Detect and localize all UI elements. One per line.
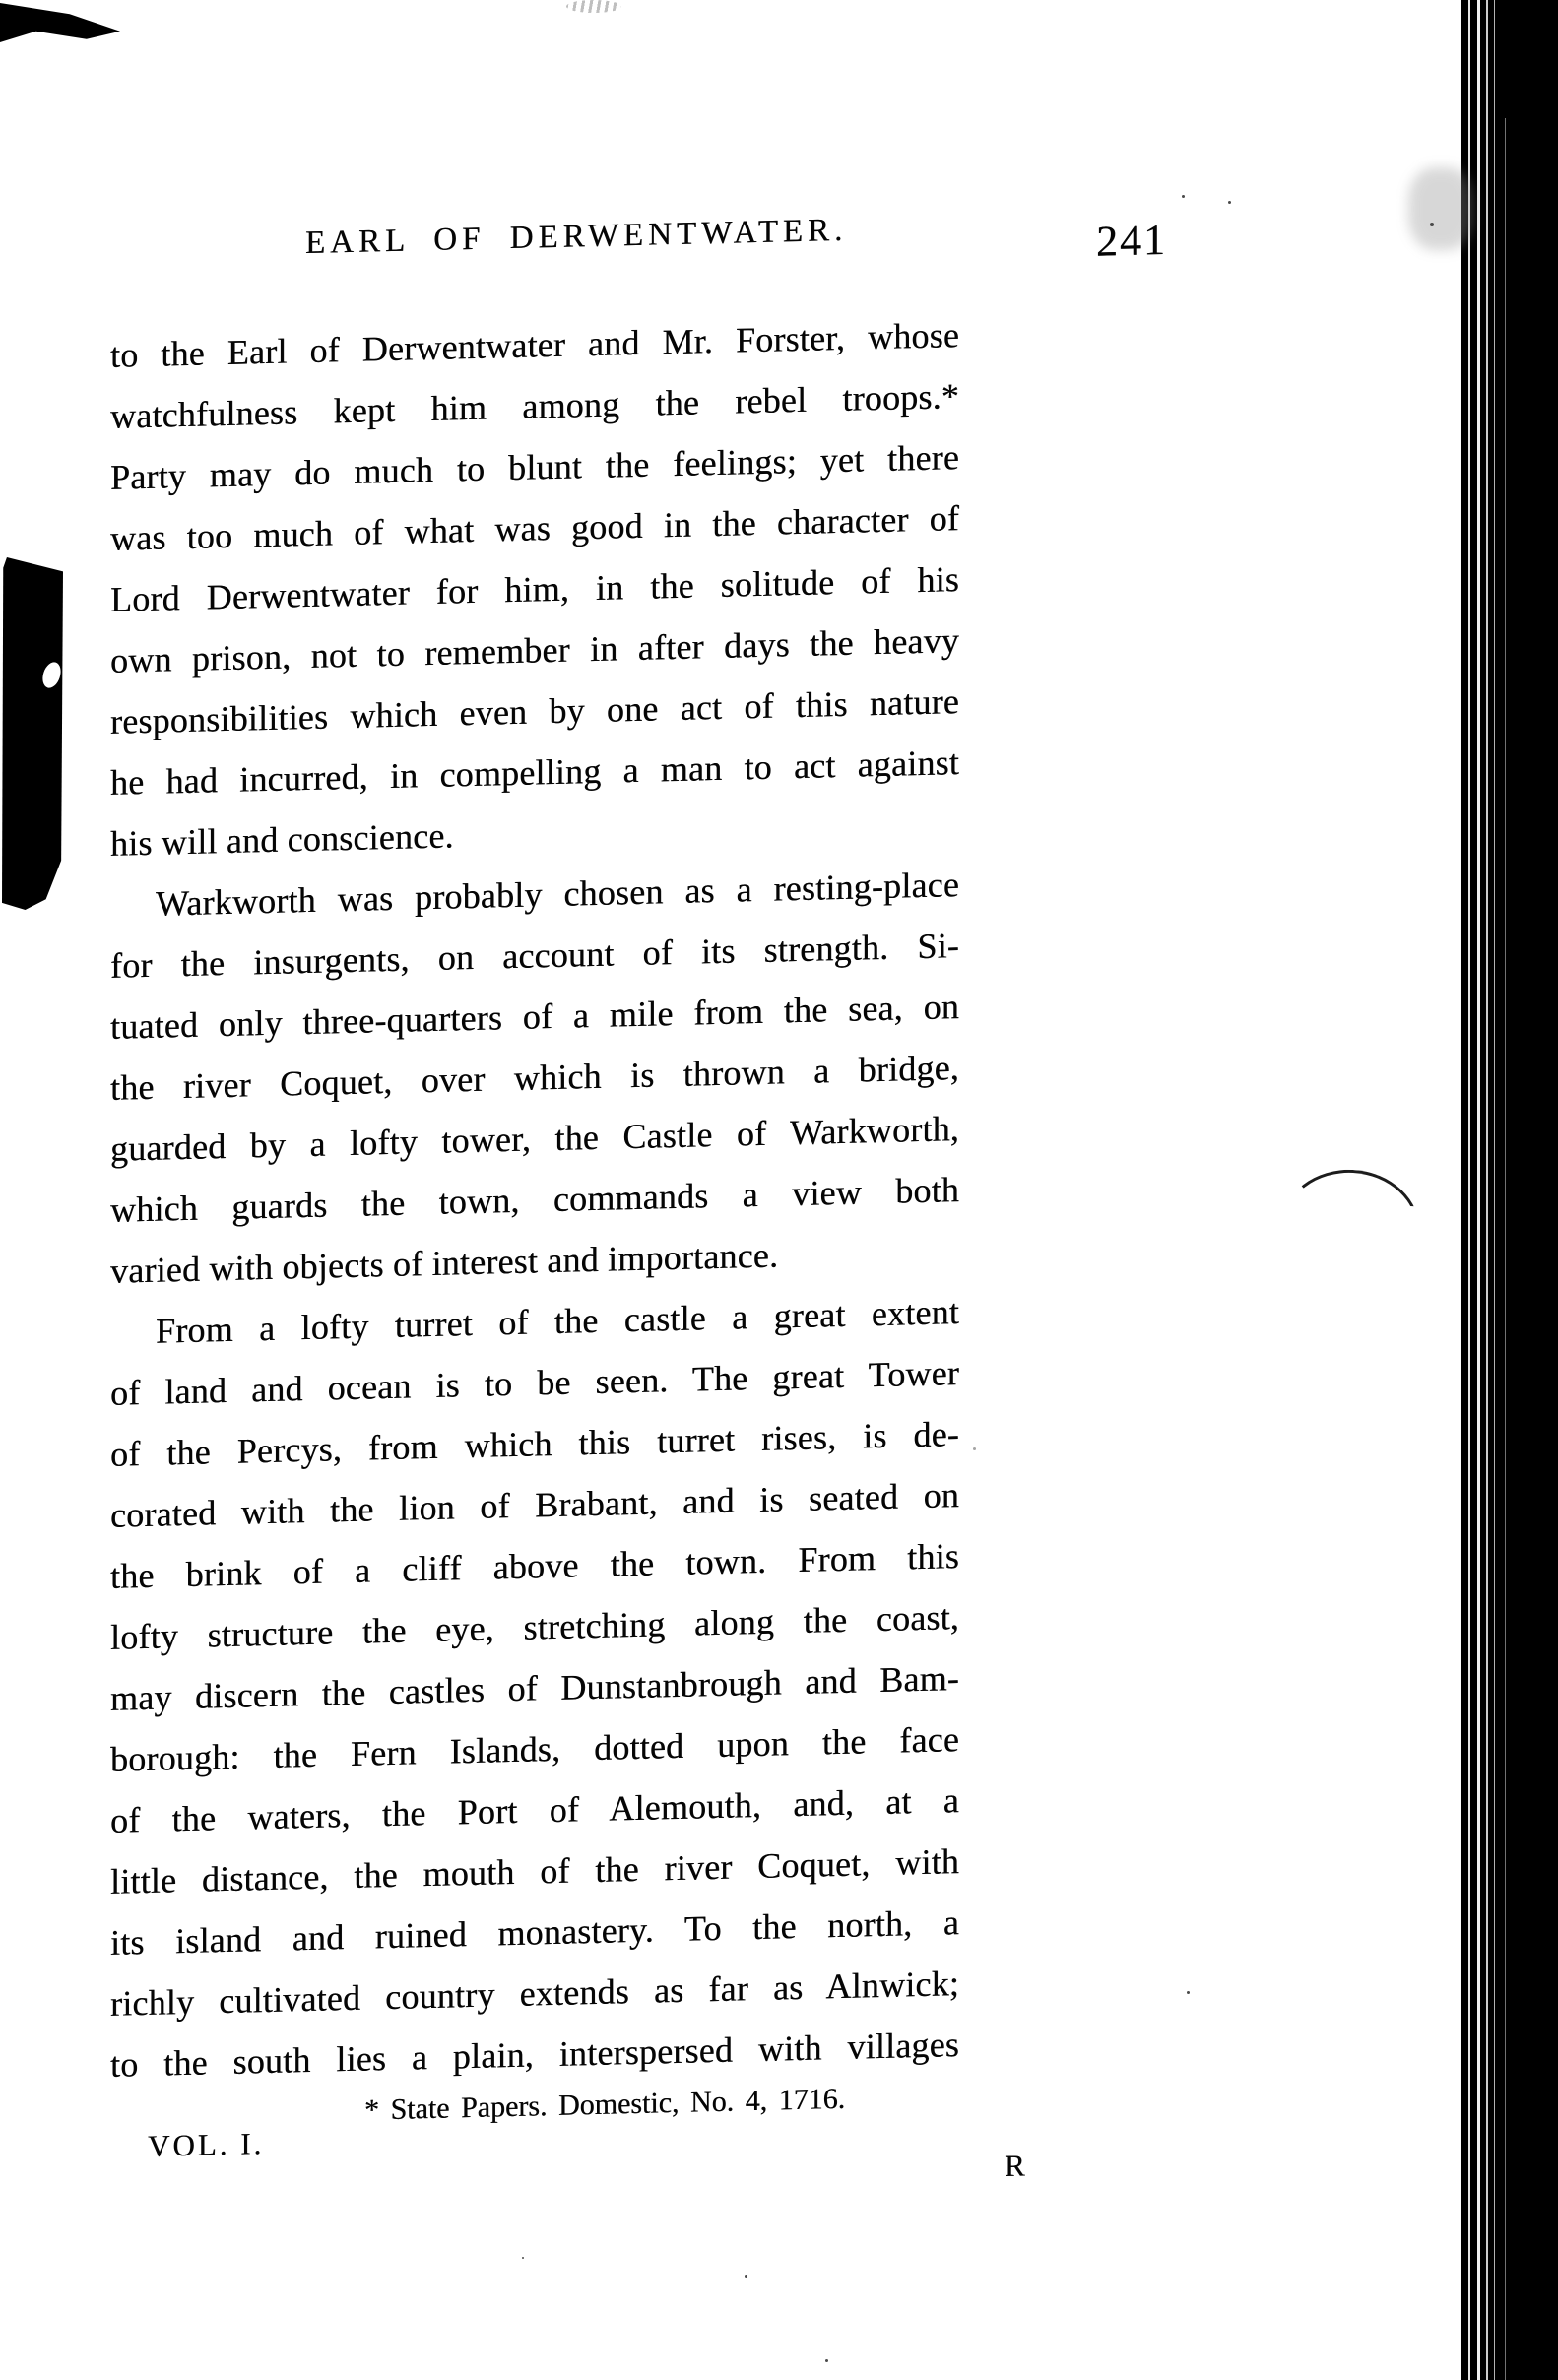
scan-smudge xyxy=(566,0,621,13)
text-line: Party may do much to blunt the feelings; yet there xyxy=(110,437,959,497)
text-line: watchfulness kept him among the rebel troops.* xyxy=(110,376,959,436)
text-line: lofty structure the eye, stretching along the coast, xyxy=(110,1597,959,1657)
text-line: responsibilities which even by one act of this nature xyxy=(110,681,959,741)
text-line: his will and conscience. xyxy=(110,815,454,864)
scan-speck xyxy=(1182,195,1185,198)
text-line: varied with objects of interest and importance. xyxy=(110,1235,779,1291)
text-line: to the Earl of Derwentwater and Mr. Forster, whose xyxy=(110,315,959,375)
signature-mark: R xyxy=(1005,2148,1025,2183)
paragraph xyxy=(110,304,959,874)
scan-ink-blotch xyxy=(2,557,63,910)
text-line: its island and ruined monastery. To the north, a xyxy=(110,1902,959,1962)
text-line: of land and ocean is to be seen. The great Tower xyxy=(110,1353,959,1413)
page-number: 241 xyxy=(1096,215,1167,266)
text-line: which guards the town, commands a view both xyxy=(110,1170,959,1230)
text-line: corated with the lion of Brabant, and is seated on xyxy=(110,1475,959,1535)
scan-speck xyxy=(1228,201,1231,204)
paragraph xyxy=(110,1281,959,2095)
text-line: was too much of what was good in the character of xyxy=(110,498,959,558)
page-edge-streak xyxy=(1477,0,1480,2380)
book-edge-shadow xyxy=(1461,0,1558,2380)
text-line: tuated only three-quarters of a mile from the sea, on xyxy=(110,987,959,1047)
text-line: little distance, the mouth of the river Coquet, with xyxy=(110,1841,959,1901)
scan-ink-blotch-hole xyxy=(39,660,64,690)
scan-speck xyxy=(1430,223,1434,226)
text-line: may discern the castles of Dunstanbrough and Bam- xyxy=(110,1658,959,1718)
page-edge-streak xyxy=(1494,0,1495,2380)
text-line: From a lofty turret of the castle a great extent xyxy=(156,1292,959,1351)
body-text xyxy=(110,304,959,2095)
volume-label: VOL. I. xyxy=(148,2126,265,2163)
text-line: Lord Derwentwater for him, in the solitude of his xyxy=(110,559,959,619)
scan-speck xyxy=(825,2359,828,2362)
text-line: the river Coquet, over which is thrown a bridge, xyxy=(110,1048,959,1108)
text-line: richly cultivated country extends as far as Alnwick; xyxy=(110,1963,959,2024)
page-edge-streak xyxy=(1468,0,1470,2380)
text-line: for the insurgents, on account of its strength. Si- xyxy=(110,926,959,986)
text-block xyxy=(103,210,1216,2324)
paragraph xyxy=(110,854,959,1302)
scan-corner-mark xyxy=(0,3,120,42)
text-line: he had incurred, in compelling a man to act against xyxy=(110,742,959,803)
scan-arc-mark xyxy=(1281,1166,1423,1232)
page-edge-streak xyxy=(1486,0,1488,2380)
text-line: the brink of a cliff above the town. From this xyxy=(110,1536,959,1596)
text-line: of the waters, the Port of Alemouth, and, at a xyxy=(110,1780,959,1840)
text-line: guarded by a lofty tower, the Castle of Warkworth, xyxy=(110,1109,959,1169)
scan-shade-mark xyxy=(1408,167,1473,250)
running-title: EARL OF DERWENTWATER. xyxy=(305,212,848,262)
text-line: to the south lies a plain, interspersed with villages xyxy=(110,2025,959,2085)
footnote: * State Papers. Domestic, No. 4, 1716. xyxy=(364,2082,846,2127)
text-line: borough: the Fern Islands, dotted upon the face xyxy=(110,1719,959,1779)
page-edge-streak xyxy=(1505,118,1506,2380)
text-line: own prison, not to remember in after days the heavy xyxy=(110,620,959,680)
text-line: of the Percys, from which this turret rises, is de- xyxy=(110,1414,959,1474)
text-line: Warkworth was probably chosen as a resting-place xyxy=(156,865,959,924)
